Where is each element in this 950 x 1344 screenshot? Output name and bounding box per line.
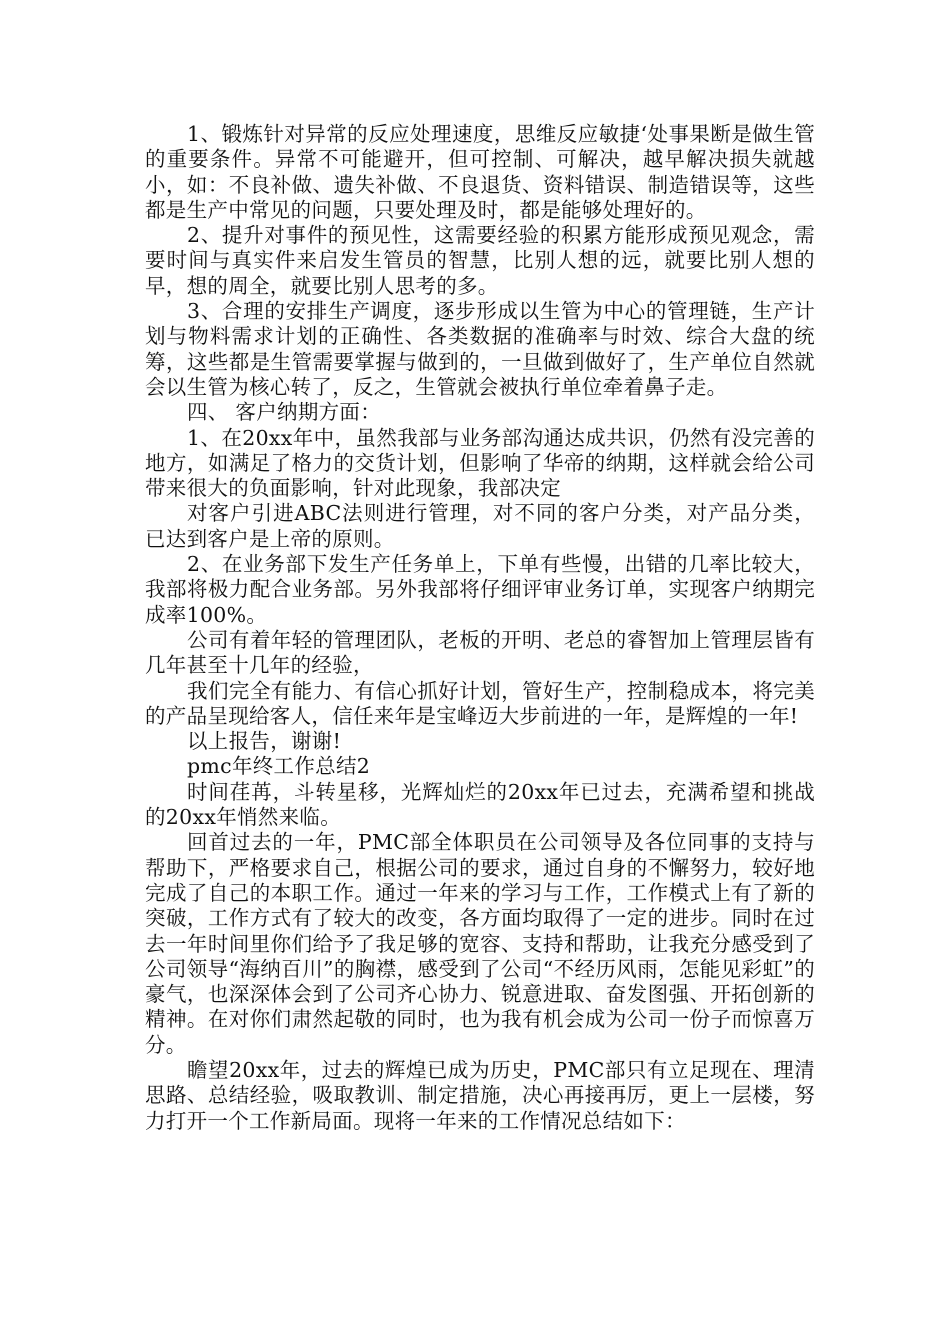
paragraph-10: 回首过去的一年，PMC部全体职员在公司领导及各位同事的支持与帮助下，严格要求自己，根据公司的要求，通过自身的不懈努力，较好地完成了自己的本职工作。通过一年来的学习与工作，工作模式上有了新的突破，工作方式有了较大的改变，各方面均取得了一定的进步。同时在过去一年时间里你们给予了我足够的宽容、支持和帮助，让我充分感受到了公司领导“海纳百川”的胸襟，感受到了公司“不经历风雨，怎能见彩虹”的豪气，也深深体会到了公司齐心协力、锐意进取、奋发图强、开拓创新的精神。在对你们肃然起敬的同时，也为我有机会成为公司一份子而惊喜万分。 bbox=[145, 830, 815, 1057]
paragraph-11: 瞻望20xx年，过去的辉煌已成为历史，PMC部只有立足现在、理清思路、总结经验，吸取教训、制定措施，决心再接再厉，更上一层楼，努力打开一个工作新局面。现将一年来的工作情况总结如下： bbox=[145, 1057, 815, 1133]
paragraph-5: 对客户引进ABC法则进行管理，对不同的客户分类，对产品分类，已达到客户是上帝的原则。 bbox=[145, 501, 815, 551]
paragraph-6: 2、在业务部下发生产任务单上，下单有些慢，出错的几率比较大，我部将极力配合业务部。另外我部将仔细评审业务订单，实现客户纳期完成率100%。 bbox=[145, 552, 815, 627]
paragraph-9: 时间荏苒，斗转星移，光辉灿烂的20xx年已过去，充满希望和挑战的20xx年悄然来临。 bbox=[145, 779, 815, 830]
paragraph-2: 2、提升对事件的预见性，这需要经验的积累方能形成预见观念，需要时间与真实件来启发生管员的智慧，比别人想的远，就要比别人想的早，想的周全，就要比别人思考的多。 bbox=[145, 223, 815, 298]
section-title-summary-2: pmc年终工作总结2 bbox=[187, 754, 371, 779]
section-heading-customer-delivery: 四、 客户纳期方面： bbox=[187, 400, 382, 425]
paragraph-4: 1、在20xx年中，虽然我部与业务部沟通达成共识，仍然有没完善的地方，如满足了格力的交货计划，但影响了华帝的纳期，这样就会给公司带来很大的负面影响，针对此现象，我部决定 bbox=[145, 425, 815, 501]
document-body bbox=[145, 122, 815, 1134]
paragraph-7: 公司有着年轻的管理团队，老板的开明、老总的睿智加上管理层皆有几年甚至十几年的经验， bbox=[145, 627, 815, 678]
paragraph-1: 1、锻炼针对异常的反应处理速度，思维反应敏捷‘处事果断是做生管的重要条件。异常不可能避开，但可控制、可解决，越早解决损失就越小，如：不良补做、遗失补做、不良退货、资料错误、制造错误等，这些都是生产中常见的问题，只要处理及时，都是能够处理好的。 bbox=[145, 122, 815, 222]
paragraph-closing: 以上报告，谢谢! bbox=[187, 729, 342, 754]
paragraph-8: 我们完全有能力、有信心抓好计划，管好生产，控制稳成本，将完美的产品呈现给客人，信任来年是宝峰迈大步前进的一年，是辉煌的一年! bbox=[145, 678, 815, 728]
paragraph-3: 3、合理的安排生产调度，逐步形成以生管为中心的管理链，生产计划与物料需求计划的正确性、各类数据的准确率与时效、综合大盘的统筹，这些都是生管需要掌握与做到的，一旦做到做好了，生产单位自然就会以生管为核心转了，反之，生管就会被执行单位牵着鼻子走。 bbox=[145, 299, 815, 399]
